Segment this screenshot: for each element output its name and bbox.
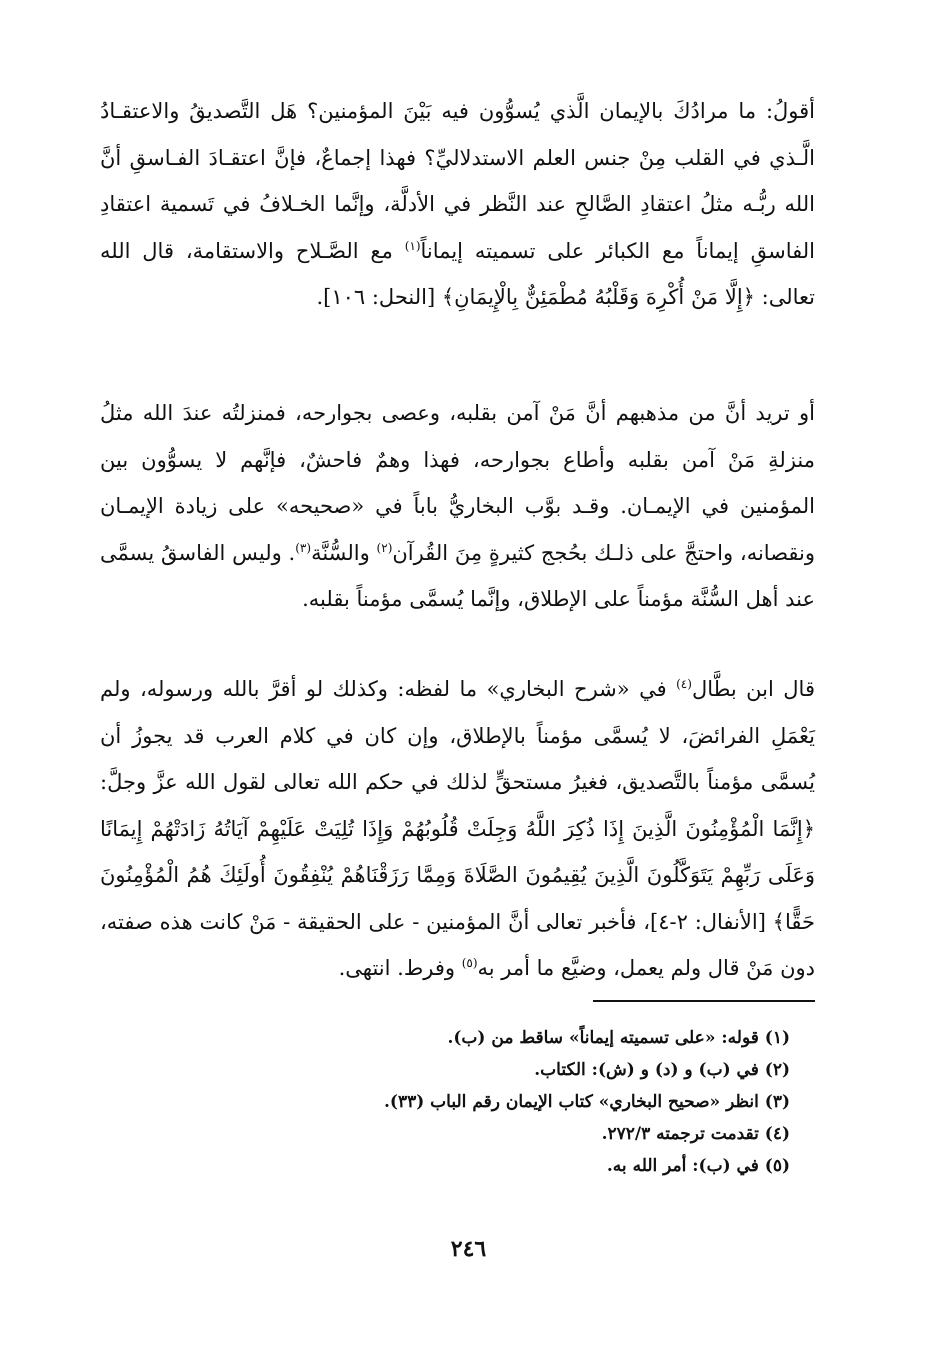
paragraph-3-text: وفرط. انتهى. bbox=[338, 956, 462, 980]
footnote-2: (٢) في (ب) و (د) و (ش): الكتاب. bbox=[534, 1060, 790, 1080]
footnote-ref-1: (١) bbox=[404, 238, 421, 253]
paragraph-2-text: أو تريد أنَّ من مذهبهم أنَّ مَنْ آمن بقلبه، وعصى بجوارحه، فمنزلتُه عندَ الله مثلُ منزلةِ مَنْ آمن بقلبه وأطاع بجوارحه، فهذا وهمٌ فاحشٌ، فإنَّهم لا يسوُّون بين المؤمنين في الإيمـان. وقـد بوَّب البخاريُّ باباً في «صحيحه» على زيادة الإيمـان ونقصانه، واحتجَّ على ذلـك بحُجج كثيرةٍ مِنَ القُرآن bbox=[100, 401, 816, 565]
paragraph-3 bbox=[100, 666, 815, 992]
footnote-ref-4: (٤) bbox=[676, 677, 692, 691]
footnote-ref-3: (٣) bbox=[295, 540, 312, 555]
footnote-4: (٤) تقدمت ترجمته ٢٧٢/٣. bbox=[601, 1124, 790, 1144]
footnote-3: (٣) انظر «صحيح البخاري» كتاب الإيمان رقم الباب (٣٣). bbox=[383, 1092, 790, 1112]
footnote-1: (١) قوله: «على تسميته إيماناً» ساقط من (ب). bbox=[447, 1028, 790, 1048]
footnotes-list bbox=[100, 1022, 790, 1182]
footnote-ref-5: (٥) bbox=[461, 956, 478, 970]
footnote-divider bbox=[593, 1000, 815, 1002]
paragraph-3-text: قال ابن بطَّال bbox=[691, 677, 815, 701]
paragraph-1-text: أقولُ: ما مرادُكَ بالإيمان الَّذي يُسوُّون فيه بَيْنَ المؤمنين؟ هَل التَّصديقُ والاعتقـادُ الَّـذي في القلب مِنْ جنس العلم الاستدلاليِّ؟ فهذا إجماعٌ، فإنَّ اعتقـادَ الفـاسقِ أنَّ الله ربُّـه مثلُ اعتقادِ الصَّالحِ عند النَّظر في الأدلَّة، وإنَّما الخـلافُ في تَسمية اعتقادِ الفاسقِ إيماناً مع الكبائر على تسميته إيماناً bbox=[100, 99, 815, 263]
paragraph-3-text: في «شرح البخاري» ما لفظه: وكذلك لو أقرَّ بالله ورسوله، ولم يَعْمَلِ الفرائضَ، لا يُسمَّى مؤمناً بالإطلاق، وإن كان في كلام العرب قد يجوزُ أن يُسمَّى مؤمناً بالتَّصديق، فغيرُ مستحقٍّ لذلك في حكم الله تعالى لقول الله عزَّ وجلَّ: ﴿إِنَّمَا الْمُؤْمِنُونَ الَّذِينَ إِذَا ذُكِرَ اللَّهُ وَجِلَتْ قُلُوبُهُمْ وَإِذَا تُلِيَتْ عَلَيْهِمْ آيَاتُهُ زَادَتْهُمْ إِيمَانًا وَعَلَى رَبِّهِمْ يَتَوَكَّلُونَ الَّذِينَ يُقِيمُونَ الصَّلَاةَ وَمِمَّا رَزَقْنَاهُمْ يُنْفِقُونَ أُولَئِكَ هُمُ الْمُؤْمِنُونَ حَقًّا﴾ [الأنفال: ٢-٤]، فأخبر تعالى أنَّ المؤمنين - على الحقيقة - مَنْ كانت هذه صفته، دون مَنْ قال ولم يعمل، وضيَّع ما أمر به bbox=[100, 677, 815, 980]
paragraph-1 bbox=[100, 88, 815, 321]
paragraph-2-text: والسُّنَّة bbox=[311, 540, 377, 565]
page-number: ٢٤٦ bbox=[450, 1236, 487, 1262]
paragraph-2 bbox=[100, 390, 815, 623]
paragraph-2-text: . وليس الفاسقُ يسمَّى عند أهل السُّنَّة مؤمناً على الإطلاق، وإنَّما يُسمَّى مؤمناً بقلبه. bbox=[100, 540, 815, 611]
footnote-ref-2: (٢) bbox=[376, 540, 393, 555]
paragraph-1-text: مع الصَّـلاح والاستقامة، قال الله تعالى: ﴿إِلَّا مَنْ أُكْرِهَ وَقَلْبُهُ مُطْمَئِنٌّ بِالْإِيمَانِ﴾ [النحل: ١٠٦]. bbox=[100, 238, 815, 309]
footnote-5: (٥) في (ب): أمر الله به. bbox=[606, 1156, 790, 1176]
